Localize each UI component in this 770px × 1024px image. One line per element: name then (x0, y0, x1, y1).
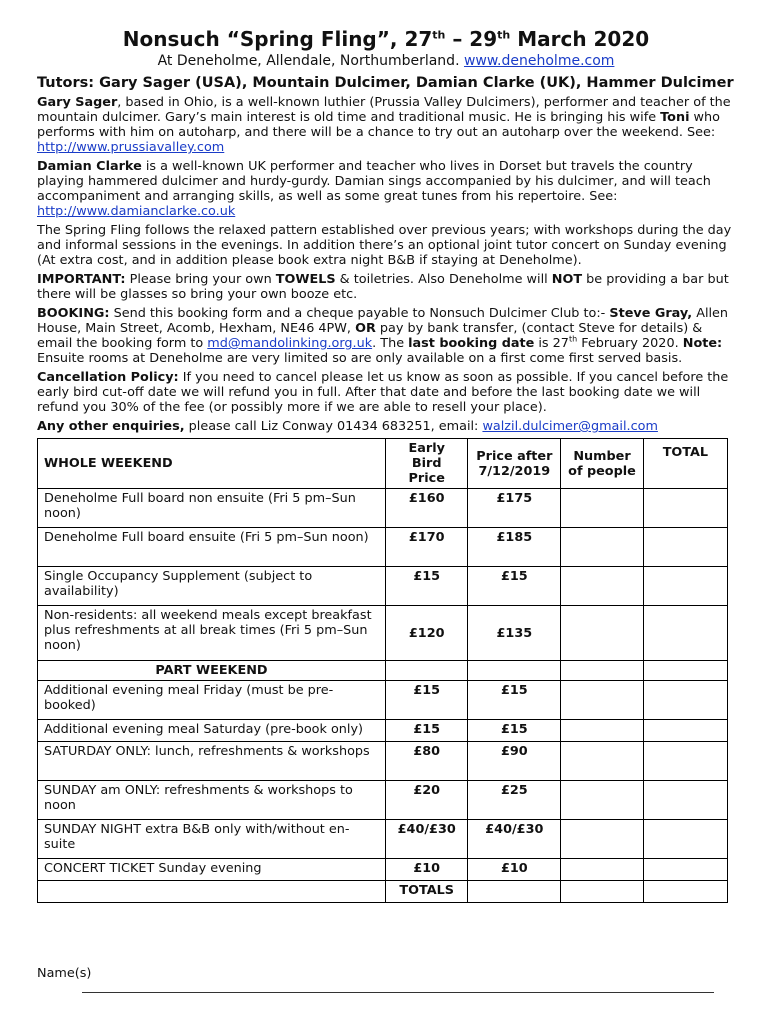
header-number-of-people: Number of people (561, 439, 644, 489)
totals-people[interactable] (561, 881, 644, 903)
names-input-line[interactable] (82, 992, 714, 993)
total-cell[interactable] (643, 820, 727, 859)
after-price: £10 (468, 859, 561, 881)
item-label: Deneholme Full board ensuite (Fri 5 pm–Sun noon) (38, 528, 386, 567)
after-price: £90 (468, 742, 561, 781)
header-total: TOTAL (643, 439, 727, 489)
item-label: SUNDAY am ONLY: refreshments & workshops to noon (38, 781, 386, 820)
after-price: £15 (468, 720, 561, 742)
enquiries-paragraph: Any other enquiries, please call Liz Conway 01434 683251, email: walzil.dulcimer@gmail.com (37, 419, 658, 434)
damian-paragraph: Damian Clarke is a well-known UK performer and teacher who lives in Dorset but travels the country playing hammered dulcimer and hurdy-gurdy. Damian sings accompanied by his dulcimer, and will teach accompaniment and arranging skills, as well as some great tunes from his repertoire. See: http://www.damianclarke.co.uk (37, 159, 711, 219)
header-price-after: Price after 7/12/2019 (468, 439, 561, 489)
totals-label: TOTALS (385, 881, 468, 903)
important-paragraph: IMPORTANT: Please bring your own TOWELS & toiletries. Also Deneholme will NOT be providing a bar but there will be glasses so bring your own booze etc. (37, 272, 729, 302)
table-row (38, 742, 728, 781)
damian-clarke-link[interactable]: http://www.damianclarke.co.uk (37, 204, 236, 219)
number-of-people-cell[interactable] (561, 781, 644, 820)
item-label: Non-residents: all weekend meals except breakfast plus refreshments at all break times (Fri 5 pm–Sun noon) (38, 606, 386, 661)
table-header-row (38, 439, 728, 489)
part-weekend-label: PART WEEKEND (38, 661, 386, 681)
number-of-people-cell[interactable] (561, 820, 644, 859)
number-of-people-cell[interactable] (561, 489, 644, 528)
tutors-heading: Tutors: Gary Sager (USA), Mountain Dulcimer, Damian Clarke (UK), Hammer Dulcimer (37, 75, 734, 91)
after-price: £135 (468, 606, 561, 661)
table-row (38, 489, 728, 528)
early-price: £15 (385, 567, 468, 606)
table-row (38, 681, 728, 720)
booking-form-page (37, 26, 735, 903)
number-of-people-cell[interactable] (561, 720, 644, 742)
venue-line: At Deneholme, Allendale, Northumberland. www.deneholme.com (157, 53, 615, 69)
total-cell[interactable] (643, 489, 727, 528)
number-of-people-cell[interactable] (561, 742, 644, 781)
total-cell[interactable] (643, 781, 727, 820)
totals-after[interactable] (468, 881, 561, 903)
table-row (38, 567, 728, 606)
item-label: SUNDAY NIGHT extra B&B only with/without en-suite (38, 820, 386, 859)
booking-email-link[interactable]: md@mandolinking.org.uk (207, 336, 373, 351)
item-label: Deneholme Full board non ensuite (Fri 5 pm–Sun noon) (38, 489, 386, 528)
table-row (38, 859, 728, 881)
item-label: Additional evening meal Saturday (pre-book only) (38, 720, 386, 742)
enquiries-email-link[interactable]: walzil.dulcimer@gmail.com (482, 419, 658, 434)
early-price: £10 (385, 859, 468, 881)
table-row (38, 606, 728, 661)
early-price: £160 (385, 489, 468, 528)
totals-total[interactable] (643, 881, 727, 903)
item-label: SATURDAY ONLY: lunch, refreshments & workshops (38, 742, 386, 781)
number-of-people-cell[interactable] (561, 681, 644, 720)
early-price: £120 (385, 606, 468, 661)
after-price: £185 (468, 528, 561, 567)
names-label: Name(s) (37, 966, 92, 981)
booking-paragraph: BOOKING: Send this booking form and a cheque payable to Nonsuch Dulcimer Club to:- Steve Gray, Allen House, Main Street, Acomb, Hexham, NE46 4PW, OR pay by bank transfer, (contact Steve for details) & email the booking form to md@mandolinking.org.uk. The last booking date is 27th February 2020. Note: Ensuite rooms at Deneholme are very limited so are only available on a first come first served basis. (37, 306, 729, 366)
after-price: £15 (468, 567, 561, 606)
table-row (38, 528, 728, 567)
number-of-people-cell[interactable] (561, 859, 644, 881)
pattern-paragraph: The Spring Fling follows the relaxed pattern established over previous years; with workshops during the day and informal sessions in the evenings. In addition there’s an optional joint tutor concert on Sunday evening (At extra cost, and in addition please book extra night B&B if staying at Deneholme). (37, 223, 732, 268)
total-cell[interactable] (643, 742, 727, 781)
gary-paragraph: Gary Sager, based in Ohio, is a well-known luthier (Prussia Valley Dulcimers), performer and teacher of the mountain dulcimer. Gary’s main interest is old time and traditional music. He is bringing his wife Toni who performs with him on autoharp, and there will be a chance to try out an autoharp over the weekend. See: http://www.prussiavalley.com (37, 95, 731, 155)
table-row (38, 781, 728, 820)
total-cell[interactable] (643, 720, 727, 742)
item-label: Single Occupancy Supplement (subject to availability) (38, 567, 386, 606)
table-row (38, 720, 728, 742)
table-row (38, 820, 728, 859)
total-cell[interactable] (643, 681, 727, 720)
total-cell[interactable] (643, 859, 727, 881)
header-early-bird: Early Bird Price (385, 439, 468, 489)
item-label: CONCERT TICKET Sunday evening (38, 859, 386, 881)
number-of-people-cell[interactable] (561, 528, 644, 567)
part-weekend-row (38, 661, 728, 681)
early-price: £40/£30 (385, 820, 468, 859)
page-title: Nonsuch “Spring Fling”, 27th – 29th March 2020 (122, 27, 650, 51)
venue-link[interactable]: www.deneholme.com (463, 53, 615, 69)
after-price: £25 (468, 781, 561, 820)
number-of-people-cell[interactable] (561, 567, 644, 606)
total-cell[interactable] (643, 606, 727, 661)
cancellation-paragraph: Cancellation Policy: If you need to cancel please let us know as soon as possible. If you cancel before the early bird cut-off date we will refund you in full. After that date and before the last booking date we will refund you 30% of the fee (or possibly more if we are able to resell your place). (37, 370, 729, 415)
total-cell[interactable] (643, 567, 727, 606)
early-price: £15 (385, 720, 468, 742)
early-price: £15 (385, 681, 468, 720)
totals-row (38, 881, 728, 903)
booking-table (37, 438, 728, 903)
total-cell[interactable] (643, 528, 727, 567)
early-price: £20 (385, 781, 468, 820)
after-price: £15 (468, 681, 561, 720)
early-price: £170 (385, 528, 468, 567)
item-label: Additional evening meal Friday (must be pre-booked) (38, 681, 386, 720)
after-price: £40/£30 (468, 820, 561, 859)
prussia-valley-link[interactable]: http://www.prussiavalley.com (37, 140, 225, 155)
header-whole-weekend: WHOLE WEEKEND (38, 439, 386, 489)
after-price: £175 (468, 489, 561, 528)
number-of-people-cell[interactable] (561, 606, 644, 661)
early-price: £80 (385, 742, 468, 781)
